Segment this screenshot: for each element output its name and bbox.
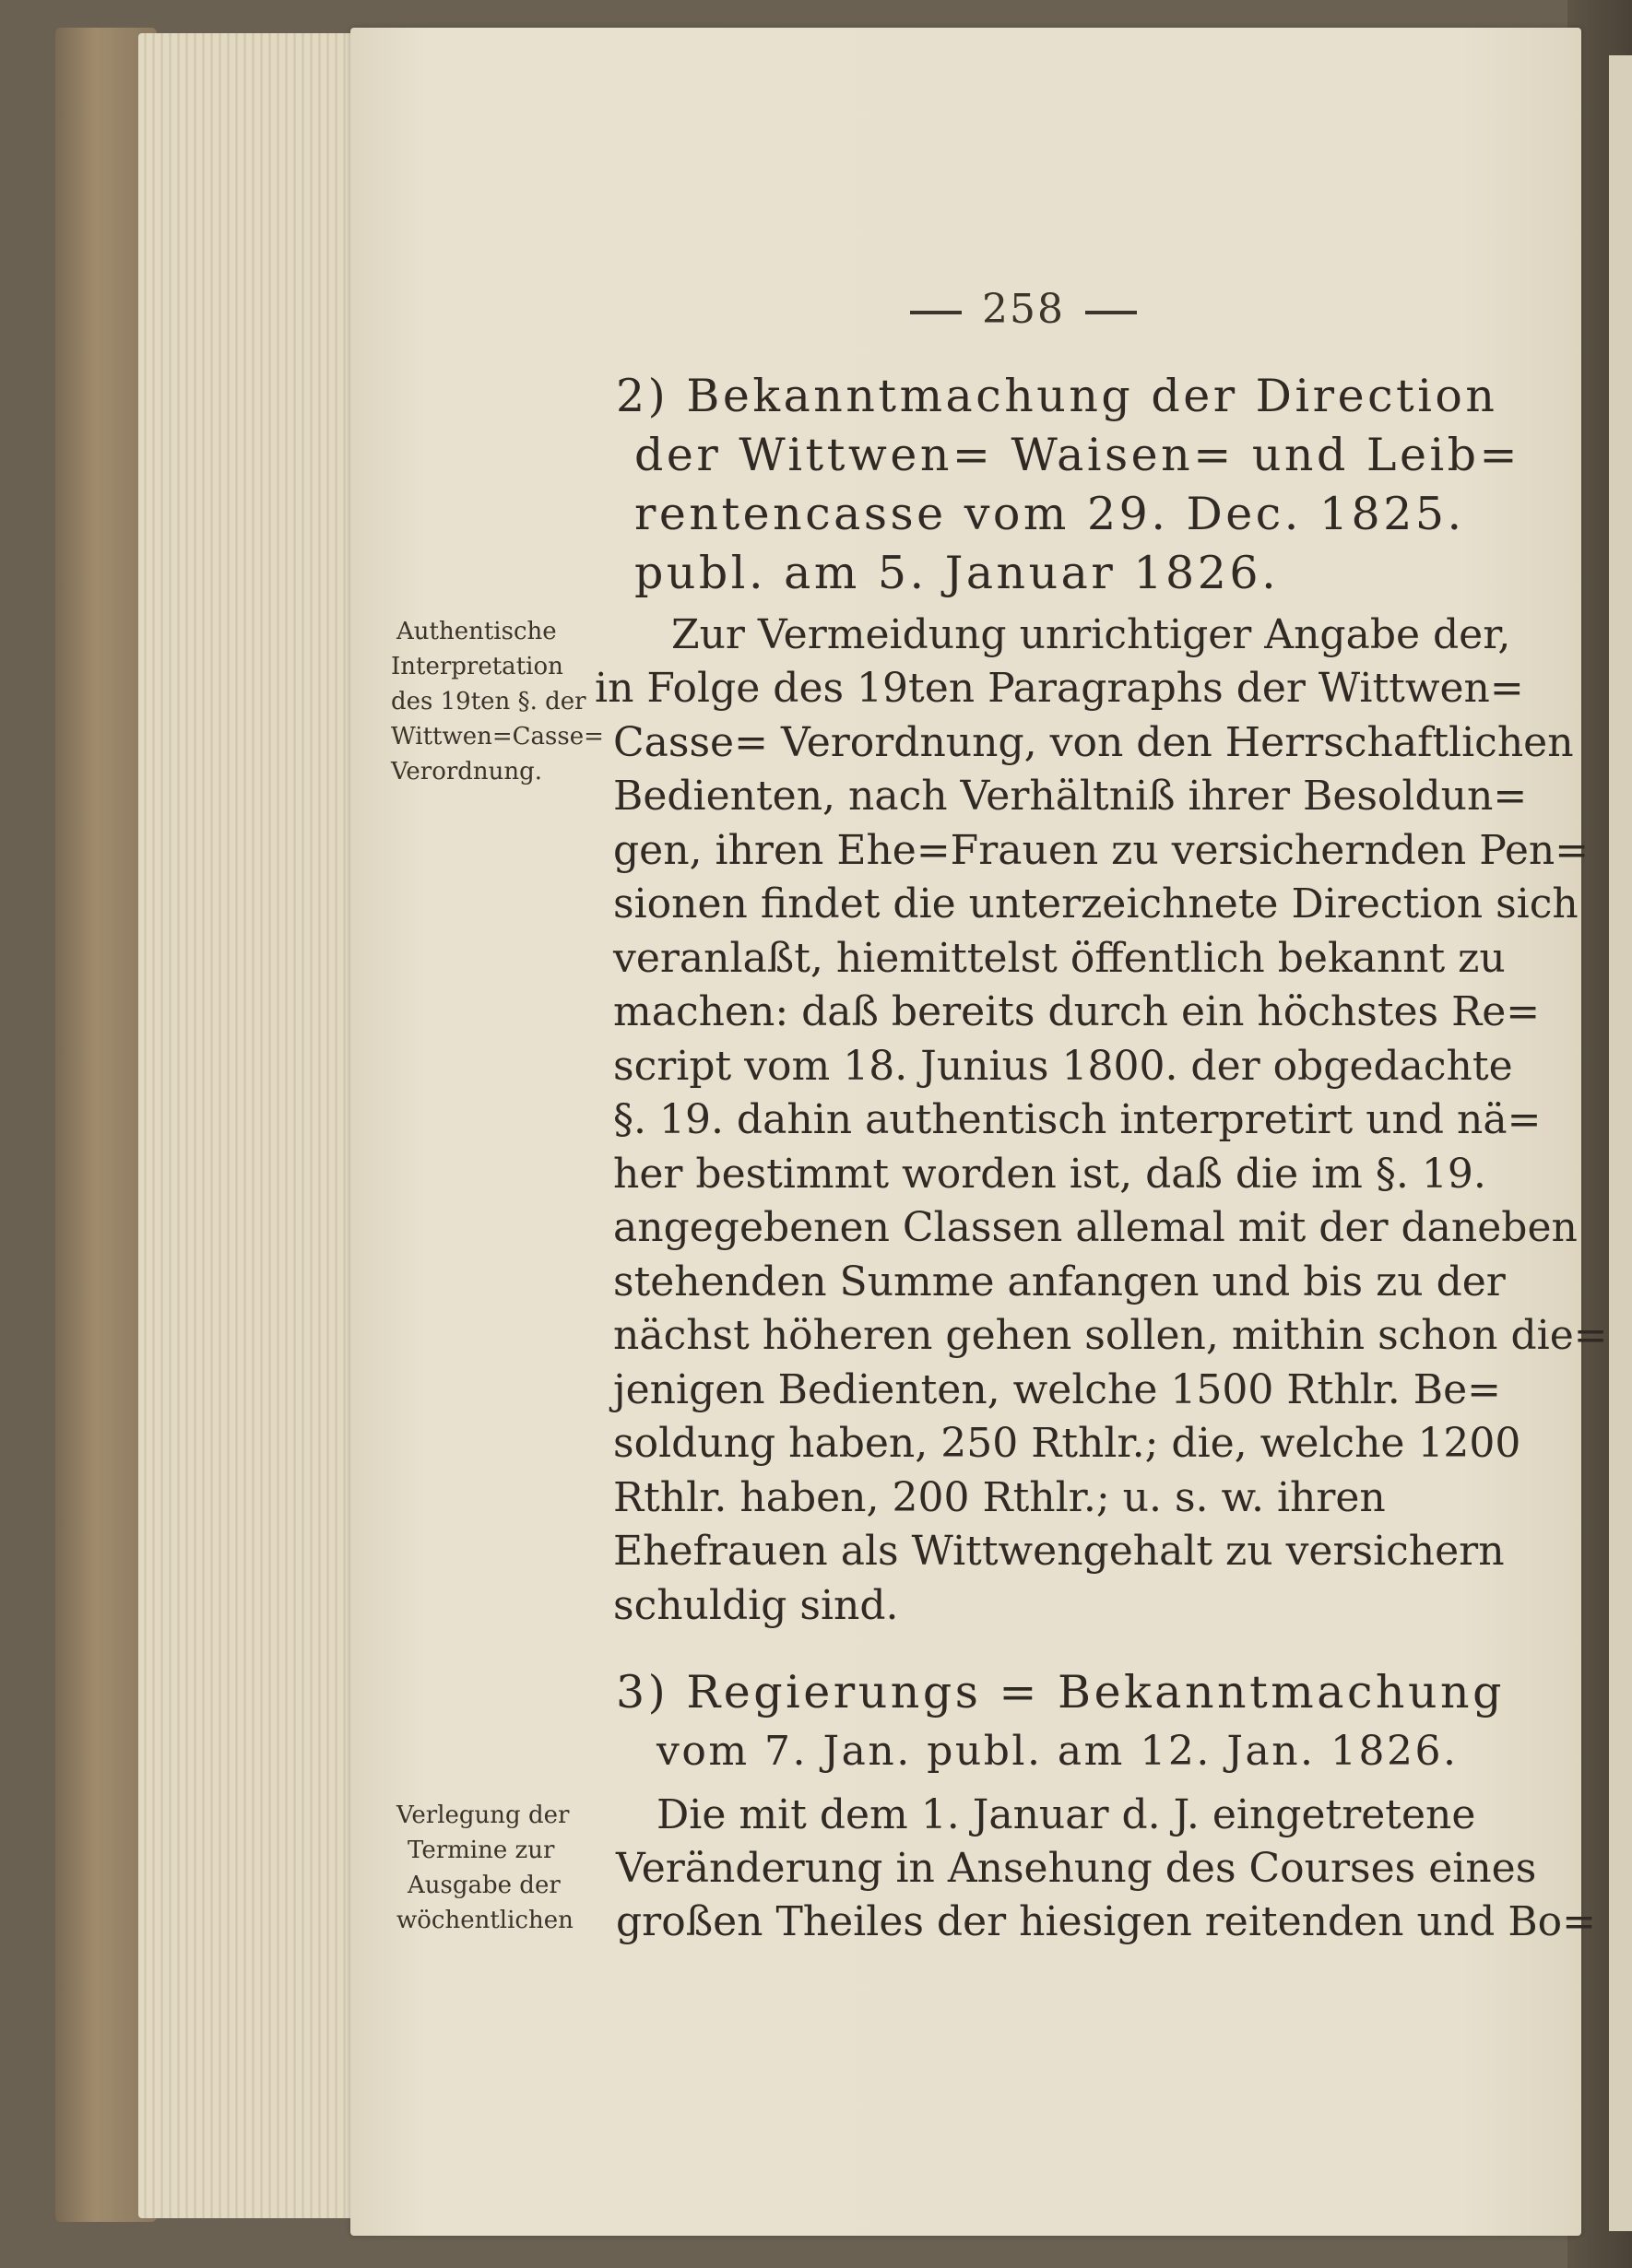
section-2-body-line-15: jenigen Bedienten, welche 1500 Rthlr. Be=: [613, 1366, 1502, 1413]
section-2-body-line-9: script vom 18. Junius 1800. der obgedachte: [613, 1043, 1513, 1090]
dash-left: [910, 311, 962, 314]
dash-right: [1085, 311, 1137, 314]
section-2-heading-line-2: der Wittwen= Waisen= und Leib=: [634, 429, 1521, 481]
section-3-heading-line-1: 3) Regierungs = Bekanntmachung: [616, 1666, 1505, 1719]
section-2-body-line-19: schuldig sind.: [613, 1582, 899, 1629]
section-2-body-line-14: nächst höheren gehen sollen, mithin schon die=: [613, 1312, 1608, 1359]
section-2-body-line-17: Rthlr. haben, 200 Rthlr.; u. s. w. ihren: [613, 1474, 1386, 1521]
section-2-margin-note-line-5: Verordnung.: [391, 758, 543, 786]
section-3-heading-line-2: vom 7. Jan. publ. am 12. Jan. 1826.: [656, 1728, 1459, 1775]
section-3-body-line-1: Die mit dem 1. Januar d. J. eingetretene: [656, 1791, 1476, 1838]
facing-page-edge: [1609, 55, 1632, 2231]
section-3-margin-note-line-1: Verlegung der: [396, 1801, 570, 1829]
section-2-body-line-11: her bestimmt worden ist, daß die im §. 19.: [613, 1151, 1486, 1198]
section-2-body-line-5: gen, ihren Ehe=Frauen zu versichernden Pen=: [613, 827, 1590, 874]
section-2-body-line-4: Bedienten, nach Verhältniß ihrer Besoldun=: [613, 773, 1528, 820]
section-2-body-line-2: in Folge des 19ten Paragraphs der Wittwen=: [595, 665, 1524, 712]
page-number: [867, 286, 1180, 333]
page-number-value: 258: [982, 286, 1065, 333]
section-2-body-line-16: soldung haben, 250 Rthlr.; die, welche 1200: [613, 1420, 1521, 1467]
section-2-body-line-8: machen: daß bereits durch ein höchstes Re=: [613, 988, 1541, 1035]
section-2-heading-line-3: rentencasse vom 29. Dec. 1825.: [634, 488, 1465, 540]
section-3-margin-note-line-2: Termine zur: [408, 1837, 555, 1864]
section-3-margin-note-line-3: Ausgabe der: [408, 1872, 561, 1899]
section-2-body-line-1: Zur Vermeidung unrichtiger Angabe der,: [671, 611, 1511, 658]
section-2-body-line-12: angegebenen Classen allemal mit der daneben: [613, 1204, 1578, 1251]
page-block-edges: [138, 33, 360, 2218]
section-2-margin-note-line-3: des 19ten §. der: [391, 688, 586, 715]
section-2-margin-note-line-1: Authentische: [396, 618, 557, 645]
section-3-body-line-2: Veränderung in Ansehung des Courses eines: [616, 1845, 1537, 1892]
section-2-margin-note-line-4: Wittwen=Casse=: [391, 723, 604, 750]
section-2-body-line-7: veranlaßt, hiemittelst öffentlich bekannt zu: [613, 935, 1506, 982]
section-2-heading-line-4: publ. am 5. Januar 1826.: [634, 547, 1280, 599]
section-3-body-line-3: großen Theiles der hiesigen reitenden und Bo=: [616, 1898, 1597, 1945]
section-2-body-line-13: stehenden Summe anfangen und bis zu der: [613, 1258, 1506, 1305]
section-2-body-line-10: §. 19. dahin authentisch interpretirt und nä=: [613, 1096, 1542, 1143]
section-2-heading-line-1: 2) Bekanntmachung der Direction: [616, 370, 1498, 422]
section-2-margin-note-line-2: Interpretation: [391, 653, 563, 680]
section-2-body-line-3: Casse= Verordnung, von den Herrschaftlichen: [613, 719, 1574, 766]
section-3-margin-note-line-4: wöchentlichen: [396, 1907, 574, 1934]
section-2-body-line-6: sionen findet die unterzeichnete Direction sich: [613, 880, 1579, 927]
section-2-body-line-18: Ehefrauen als Wittwengehalt zu versichern: [613, 1528, 1505, 1575]
